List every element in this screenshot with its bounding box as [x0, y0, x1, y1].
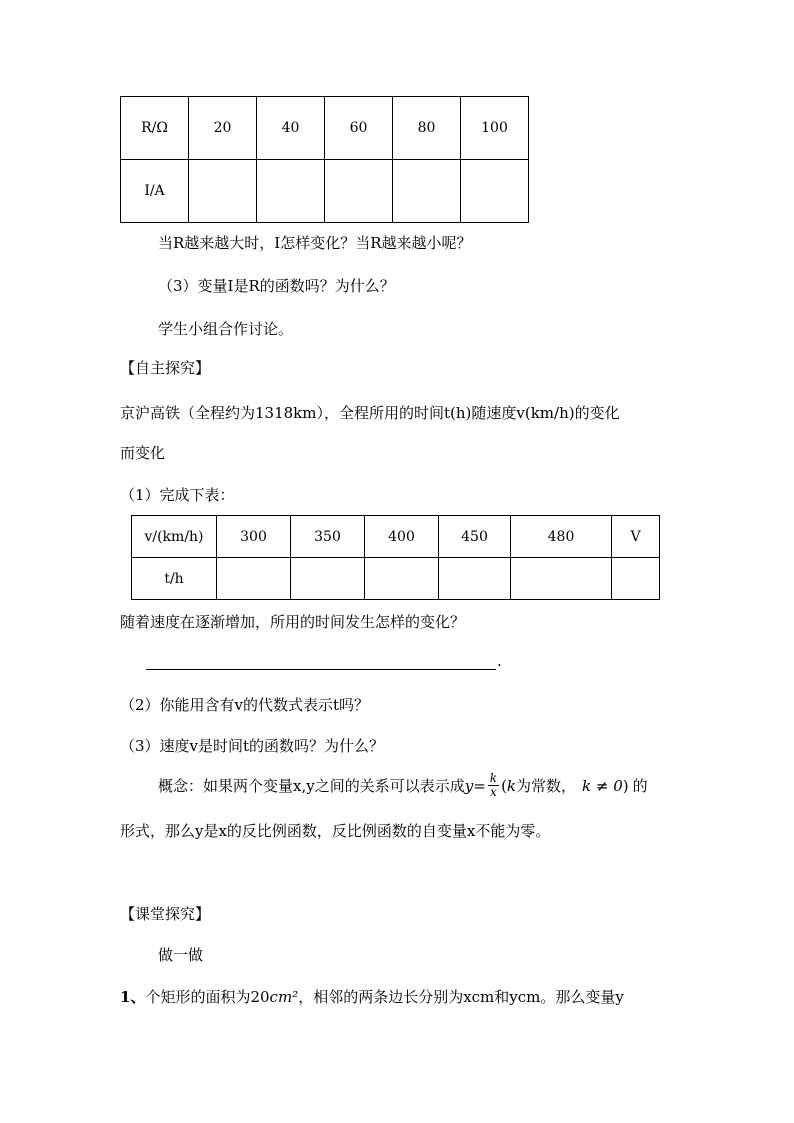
- fraction-denominator: x: [490, 785, 497, 799]
- header-value-cell: 20: [189, 97, 257, 160]
- formula-condition: k ≠ 0: [582, 776, 623, 795]
- blank-answer-cell[interactable]: [189, 160, 257, 223]
- blank-answer-cell[interactable]: [365, 558, 439, 600]
- header-value-cell: 40: [257, 97, 325, 160]
- header-value-cell: 60: [325, 97, 393, 160]
- section-heading-class-explore: 【课堂探究】: [120, 905, 211, 923]
- header-value-cell: 350: [291, 516, 365, 558]
- intro-line-2: 而变化: [120, 444, 166, 462]
- header-value-cell: 80: [393, 97, 461, 160]
- blank-answer-cell[interactable]: [393, 160, 461, 223]
- area-unit: cm²: [269, 988, 299, 1006]
- problem-1-text-a: 个矩形的面积为: [145, 988, 251, 1006]
- formula-k: k: [506, 776, 517, 795]
- blank-answer-cell[interactable]: [257, 160, 325, 223]
- question-3-function: （3）变量I是R的函数吗？为什么？: [158, 277, 395, 295]
- answer-blank-period: .: [497, 652, 502, 670]
- speed-time-table-body: [132, 516, 660, 600]
- blank-answer-cell[interactable]: [461, 160, 529, 223]
- table-row: [132, 516, 660, 558]
- subheading-try-it: 做一做: [158, 946, 204, 964]
- speed-time-table: [131, 515, 660, 600]
- header-value-cell: 480: [511, 516, 612, 558]
- question-r-change: 当R越来越大时，I怎样变化？当R越来越小呢？: [158, 234, 472, 252]
- concept-line-1: [158, 772, 648, 799]
- header-label-cell: v/(km/h): [132, 516, 217, 558]
- group-discussion-text: 学生小组合作讨论。: [158, 320, 294, 338]
- blank-answer-cell[interactable]: [291, 558, 365, 600]
- blank-answer-cell[interactable]: [217, 558, 291, 600]
- row-label-cell: I/A: [121, 160, 189, 223]
- answer-blank-line[interactable]: [146, 669, 496, 670]
- constant-note: 为常数，: [516, 777, 577, 795]
- question-1-complete-table: （1）完成下表：: [120, 486, 235, 504]
- question-2-expression: （2）你能用含有v的代数式表示t吗？: [120, 696, 370, 714]
- paren-close: ): [622, 776, 629, 795]
- formula-fraction: [488, 772, 499, 799]
- blank-answer-cell[interactable]: [511, 558, 612, 600]
- paren-open: (: [501, 776, 507, 795]
- resistance-current-table-body: [121, 97, 529, 223]
- concept-suffix: 的: [632, 777, 648, 795]
- table-row: [132, 558, 660, 600]
- concept-prefix: 概念：如果两个变量x,y之间的关系可以表示成: [158, 777, 465, 795]
- header-value-cell: 400: [365, 516, 439, 558]
- header-value-cell: V: [612, 516, 660, 558]
- problem-1-number: 1、: [120, 988, 146, 1006]
- resistance-current-table: [120, 96, 529, 223]
- fraction-numerator: k: [489, 771, 498, 785]
- section-heading-self-explore: 【自主探究】: [120, 359, 211, 377]
- blank-answer-cell[interactable]: [439, 558, 511, 600]
- header-value-cell: 300: [217, 516, 291, 558]
- table-row: [121, 97, 529, 160]
- header-value-cell: 100: [461, 97, 529, 160]
- intro-line-1: 京沪高铁（全程约为1318km），全程所用的时间t(h)随速度v(km/h)的变化: [120, 404, 620, 422]
- concept-line-2: 形式，那么y是x的反比例函数，反比例函数的自变量x不能为零。: [120, 822, 551, 840]
- question-3-function-vt: （3）速度v是时间t的函数吗？为什么？: [120, 737, 385, 755]
- header-value-cell: 450: [439, 516, 511, 558]
- problem-1-text-b: ，相邻的两条边长分别为xcm和ycm。那么变量y: [298, 988, 624, 1006]
- formula-equals: =: [473, 776, 486, 795]
- question-time-change: 随着速度在逐渐增加，所用的时间发生怎样的变化？: [120, 613, 466, 631]
- table-row: [121, 160, 529, 223]
- area-value: 20: [250, 988, 270, 1006]
- formula-y: y: [464, 776, 474, 795]
- row-label-cell: t/h: [132, 558, 217, 600]
- problem-1: [120, 986, 624, 1007]
- blank-answer-cell[interactable]: [325, 160, 393, 223]
- header-label-cell: R/Ω: [121, 97, 189, 160]
- blank-answer-cell[interactable]: [612, 558, 660, 600]
